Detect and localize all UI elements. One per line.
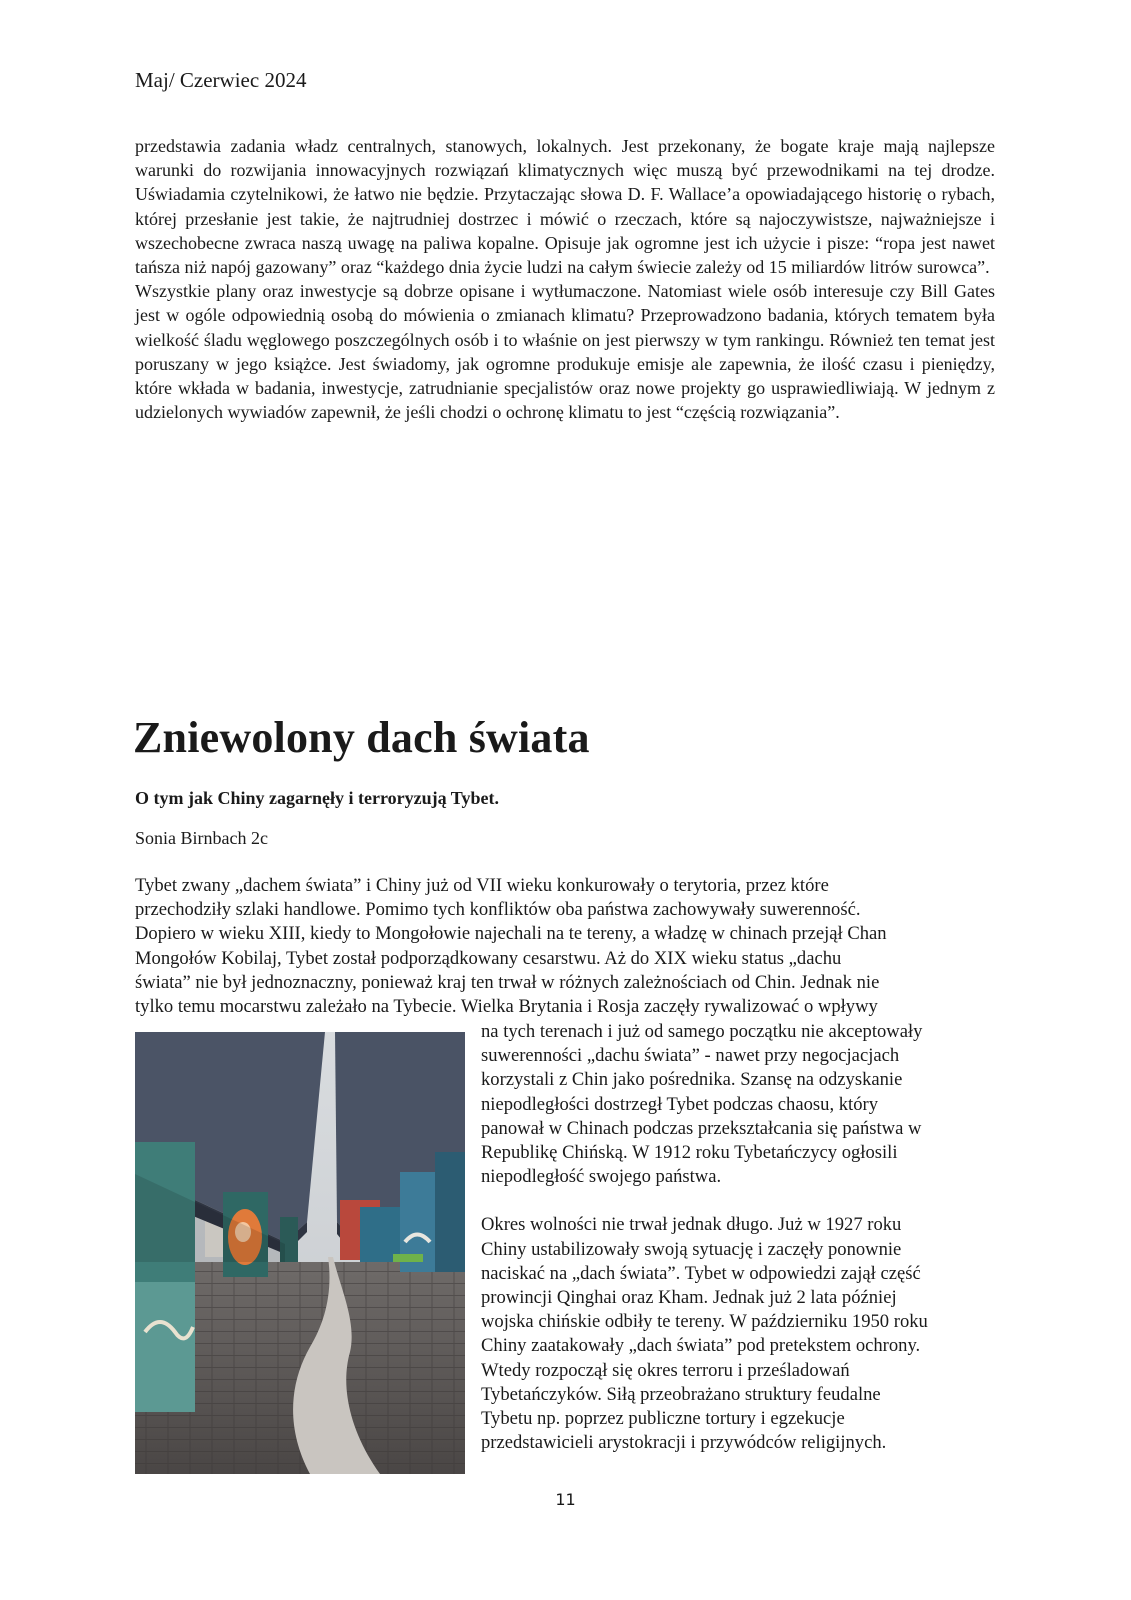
text-line: Chiny zaatakowały „dach świata” pod pretekstem ochrony. [481, 1335, 921, 1357]
text-line: wojska chińskie odbiły te tereny. W październiku 1950 roku [481, 1311, 928, 1333]
previous-article-paragraph-2: Wszystkie plany oraz inwestycje są dobrze opisane i wytłumaczone. Natomiast wiele osób interesuje czy Bill Gates jest w ogóle odpowiednią osobą do mówienia o zmianach klimatu? Przeprowadzono badania, których tematem była wielkość śladu węglowego poszczególnych osób i to właśnie on jest pierwszy w tym rankingu. Również ten temat jest poruszany w jego książce. Jest świadomy, jak ogromne produkuje emisje ale zapewnia, że ilość czasu i pieniędzy, które wkłada w badania, inwestycje, zatrudnianie specjalistów oraz nowe projekty go usprawiedliwiają. W jednym z udzielonych wywiadów zapewnił, że jeśli chodzi o ochronę klimatu to jest “częścią rozwiązania”. [135, 281, 995, 423]
text-line: przedstawicieli arystokracji i przywódców religijnych. [481, 1432, 887, 1454]
text-line: Wtedy rozpoczął się okres terroru i prześladowań [481, 1359, 850, 1381]
text-line: niepodległości dostrzegł Tybet podczas chaosu, który [481, 1093, 878, 1115]
text-line: korzystali z Chin jako pośrednika. Szansę na odzyskanie [481, 1069, 903, 1091]
text-line: Okres wolności nie trwał jednak długo. Już w 1927 roku [481, 1214, 902, 1236]
article-title: Zniewolony dach świata [133, 713, 590, 762]
text-line: Tybetu np. poprzez publiczne tortury i egzekucje [481, 1408, 845, 1430]
text-line: niepodległość swojego państwa. [481, 1166, 722, 1188]
previous-article-text [135, 134, 995, 424]
text-line: Mongołów Kobilaj, Tybet został podporządkowany cesarstwu. Aż do XIX wieku status „dachu [135, 947, 842, 969]
article-right-column [481, 1020, 996, 1455]
text-line: Dopiero w wieku XIII, kiedy to Mongołowie najechali na te tereny, a władzę w chinach przejął Chan [135, 923, 887, 945]
text-line: naciskać na „dach świata”. Tybet w odpowiedzi zajął część [481, 1262, 921, 1284]
text-line: świata” nie był jednoznaczny, ponieważ kraj ten trwał w różnych zależnościach od Chin. Jednak nie [135, 971, 880, 993]
text-line: Tybet zwany „dachem świata” i Chiny już od VII wieku konkurowały o terytoria, przez które [135, 875, 829, 896]
text-line: panował w Chinach podczas przekształcania się państwa w [481, 1117, 922, 1139]
article-photo-underpass [135, 1032, 465, 1474]
article-paragraph-continuation [481, 1020, 996, 1189]
issue-header: Maj/ Czerwiec 2024 [135, 68, 307, 92]
text-line: prowincji Qinghai oraz Kham. Jednak już 2 lata później [481, 1287, 897, 1309]
article-subtitle: O tym jak Chiny zagarnęły i terroryzują Tybet. [135, 788, 499, 808]
article-paragraph-2 [481, 1213, 996, 1455]
text-line: tylko temu mocarstwu zależało na Tybecie. Wielka Brytania i Rosja zaczęły rywalizować o wpływy [135, 996, 878, 1018]
text-line: Tybetańczyków. Siłą przeobrażano struktury feudalne [481, 1383, 881, 1405]
text-line: Chiny ustabilizowały swoją sytuację i zaczęły ponownie [481, 1238, 902, 1260]
text-line: Republikę Chińską. W 1912 roku Tybetańczycy ogłosili [481, 1142, 898, 1164]
previous-article-paragraph-1: przedstawia zadania władz centralnych, stanowych, lokalnych. Jest przekonany, że bogate kraje mają najlepsze warunki do rozwijania innowacyjnych rozwiązań klimatycznych więc muszą być przewodnikami na tej drodze. Uświadamia czytelnikowi, że łatwo nie będzie. Przytaczając słowa D. F. Wallace’a opowiadającego historię o rybach, której przesłanie jest takie, że najtrudniej dostrzec i mówić o rzeczach, które są najoczywistsze, najważniejsze i wszechobecne zwraca naszą uwagę na paliwa kopalne. Opisuje jak ogromne jest ich użycie i pisze: “ropa jest nawet tańsza niż napój gazowany” oraz “każdego dnia życie ludzi na całym świecie zależy od 15 miliardów litrów surowca”. [135, 136, 995, 278]
article-intro-text [135, 874, 995, 1019]
page-number: 11 [555, 1490, 576, 1509]
text-line: suwerenności „dachu świata” - nawet przy negocjacjach [481, 1045, 900, 1067]
text-line: na tych terenach i już od samego początku nie akceptowały [481, 1021, 923, 1042]
article-author: Sonia Birnbach 2c [135, 828, 268, 848]
text-line: przechodziły szlaki handlowe. Pomimo tych konfliktów oba państwa zachowywały suwerenność. [135, 899, 861, 921]
